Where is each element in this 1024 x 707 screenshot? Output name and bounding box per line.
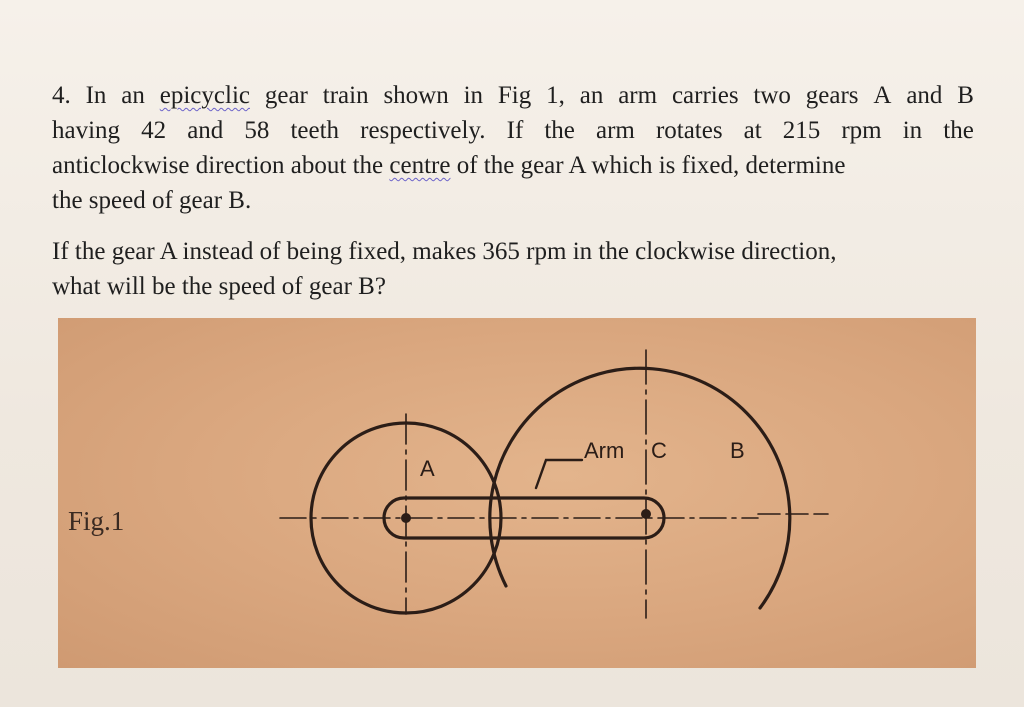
problem-word: If — [506, 117, 524, 144]
problem-word: having — [52, 117, 121, 144]
problem-line-2 — [52, 113, 974, 148]
problem-word: teeth — [290, 117, 340, 144]
problem-line-5: If the gear A instead of being fixed, makes 365 rpm in the clockwise direction, — [52, 238, 837, 265]
problem-line-1 — [52, 78, 974, 113]
problem-line-3 — [52, 148, 982, 183]
problem-word: gears — [805, 82, 859, 109]
problem-word: train — [322, 82, 369, 109]
figure-caption: Fig.1 — [68, 506, 125, 536]
problem-word: in — [902, 117, 923, 144]
arm-leader-line — [536, 460, 582, 488]
problem-line-3-end: of the gear A which is fixed, determine — [450, 152, 846, 179]
problem-word: 4. — [52, 82, 71, 109]
problem-word: an — [579, 82, 604, 109]
spellcheck-word-epicyclic: epicyclic — [159, 82, 250, 109]
problem-word: shown — [383, 82, 449, 109]
arm-letter-label: C — [651, 438, 667, 463]
arm-label: Arm — [584, 438, 625, 463]
problem-word: 42 — [141, 117, 167, 144]
problem-word: rotates — [655, 117, 723, 144]
epicyclic-gear-diagram — [58, 318, 976, 668]
problem-word: and — [906, 82, 943, 109]
problem-paragraph-1 — [52, 78, 982, 218]
problem-word: 58 — [244, 117, 270, 144]
problem-word: in — [463, 82, 484, 109]
problem-word: 1, — [546, 82, 565, 109]
gear-a-centre-dot — [401, 513, 411, 523]
problem-word: arm — [595, 117, 635, 144]
problem-word: rpm — [841, 117, 882, 144]
problem-word: the — [943, 117, 974, 144]
problem-line-3-start: anticlockwise direction about the — [52, 152, 390, 179]
gear-train-figure — [58, 318, 976, 668]
problem-word: A — [873, 82, 892, 109]
gear-b-label: B — [730, 438, 745, 463]
problem-word: B — [957, 82, 974, 109]
problem-word: 215 — [782, 117, 821, 144]
spellcheck-word-centre: centre — [389, 152, 451, 179]
problem-word: the — [544, 117, 575, 144]
problem-word: gear — [264, 82, 308, 109]
problem-word: at — [743, 117, 762, 144]
problem-word: Fig — [497, 82, 532, 109]
problem-paragraph-2 — [52, 234, 982, 304]
problem-word: carries — [671, 82, 739, 109]
problem-word: respectively. — [360, 117, 486, 144]
problem-line-6: what will be the speed of gear B? — [52, 273, 386, 300]
problem-word: an — [121, 82, 145, 109]
gear-b-centre-dot — [641, 509, 651, 519]
problem-word: arm — [618, 82, 658, 109]
gear-a-label: A — [420, 456, 435, 481]
problem-word: two — [753, 82, 791, 109]
problem-line-4: the speed of gear B. — [52, 187, 252, 214]
problem-word: In — [85, 82, 107, 109]
problem-word: and — [187, 117, 224, 144]
